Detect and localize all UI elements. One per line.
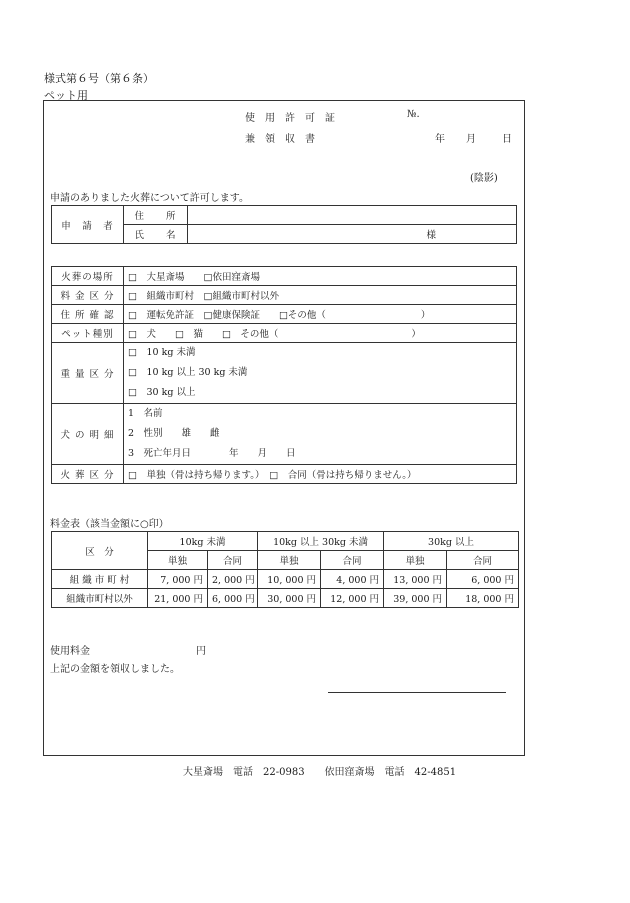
weight-option-over-30[interactable]: □ 30 kg 以上 <box>128 387 196 398</box>
weight-options[interactable] <box>124 343 517 404</box>
fee-cell[interactable]: 7, 000 円 <box>148 570 208 589</box>
pet-type-label: ペット種別 <box>52 324 124 343</box>
fee-cell[interactable]: 18, 000 円 <box>447 589 519 608</box>
fee-table-caption: 料金表（該当金額に○印） <box>50 519 169 530</box>
weight-option-10-30[interactable]: □ 10 kg 以上 30 kg 未満 <box>128 367 248 378</box>
name-label: 氏 名 <box>124 225 188 244</box>
name-field[interactable] <box>188 225 517 244</box>
address-field[interactable] <box>188 206 517 225</box>
fee-cell[interactable]: 6, 000 円 <box>447 570 519 589</box>
received-text: 上記の金額を領収しました。 <box>50 664 180 675</box>
dog-death-date-line: 3 死亡年月日 年 月 日 <box>128 448 296 459</box>
number-label: №. <box>407 109 420 120</box>
dog-name-line: 1 名前 <box>128 408 163 419</box>
fee-row-nonmember <box>52 589 519 608</box>
fee-group-10-30: 10kg 以上 30kg 未満 <box>258 532 384 551</box>
weight-option-under-10[interactable]: □ 10 kg 未満 <box>128 347 196 358</box>
seal-mark: (陰影) <box>470 173 498 184</box>
title-line2: 兼 領 収 書 <box>245 134 315 145</box>
sub-joint: 合同 <box>208 551 258 570</box>
fee-cell[interactable]: 2, 000 円 <box>208 570 258 589</box>
fee-cell[interactable]: 6, 000 円 <box>208 589 258 608</box>
sub-single: 単独 <box>384 551 447 570</box>
fee-cell[interactable]: 12, 000 円 <box>321 589 384 608</box>
form-subtitle: ペット用 <box>44 89 88 102</box>
usage-fee-unit: 円 <box>196 646 206 657</box>
fee-group-over-30: 30kg 以上 <box>384 532 519 551</box>
intro-text: 申請のありました火葬について許可します。 <box>50 193 249 204</box>
fee-cell[interactable]: 39, 000 円 <box>384 589 447 608</box>
sub-joint: 合同 <box>321 551 384 570</box>
fee-cell[interactable]: 21, 000 円 <box>148 589 208 608</box>
id-check-label: 住 所 確 認 <box>52 305 124 324</box>
detail-table <box>51 266 517 484</box>
fee-class-label: 料 金 区 分 <box>52 286 124 305</box>
honorific: 様 <box>426 230 436 241</box>
pet-type-options[interactable]: □ 犬 □ 猫 □ その他（ ） <box>124 324 517 343</box>
fee-cell[interactable]: 4, 000 円 <box>321 570 384 589</box>
dog-detail-fields[interactable] <box>124 404 517 465</box>
cremation-type-label: 火 葬 区 分 <box>52 465 124 484</box>
signature-line[interactable] <box>328 692 506 693</box>
applicant-table <box>51 205 517 244</box>
dog-detail-label: 犬 の 明 細 <box>52 404 124 465</box>
weight-label: 重 量 区 分 <box>52 343 124 404</box>
dog-sex-line: 2 性別 雄 雌 <box>128 428 220 439</box>
address-label: 住 所 <box>124 206 188 225</box>
fee-cell[interactable]: 13, 000 円 <box>384 570 447 589</box>
sub-single: 単独 <box>148 551 208 570</box>
place-label: 火葬の場所 <box>52 267 124 286</box>
fee-group-under-10: 10kg 未満 <box>148 532 258 551</box>
year-label: 年 <box>435 134 445 145</box>
fee-cell[interactable]: 30, 000 円 <box>258 589 321 608</box>
footer-contacts: 大星斎場 電話 22-0983 依田窪斎場 電話 42-4851 <box>183 767 457 778</box>
fee-row-member <box>52 570 519 589</box>
title-line1: 使 用 許 可 証 <box>245 113 335 124</box>
sub-joint: 合同 <box>447 551 519 570</box>
fee-class-header: 区 分 <box>52 532 148 570</box>
fee-class-options[interactable]: □ 組織市町村 □組織市町村以外 <box>124 286 517 305</box>
fee-row-label: 組 織 市 町 村 <box>52 570 148 589</box>
usage-fee-label: 使用料金 <box>50 646 90 657</box>
id-check-options[interactable]: □ 運転免許証 □健康保険証 □その他（ ） <box>124 305 517 324</box>
sub-single: 単独 <box>258 551 321 570</box>
day-label: 日 <box>502 134 512 145</box>
fee-cell[interactable]: 10, 000 円 <box>258 570 321 589</box>
cremation-type-options[interactable]: □ 単独（骨は持ち帰ります。） □ 合同（骨は持ち帰りません。） <box>124 465 517 484</box>
fee-table <box>51 531 519 608</box>
place-options[interactable]: □ 大星斎場 □依田窪斎場 <box>124 267 517 286</box>
month-label: 月 <box>466 134 476 145</box>
fee-row-label: 組織市町村以外 <box>52 589 148 608</box>
form-number: 様式第６号（第６条） <box>44 72 154 85</box>
applicant-label: 申 請 者 <box>52 206 124 244</box>
